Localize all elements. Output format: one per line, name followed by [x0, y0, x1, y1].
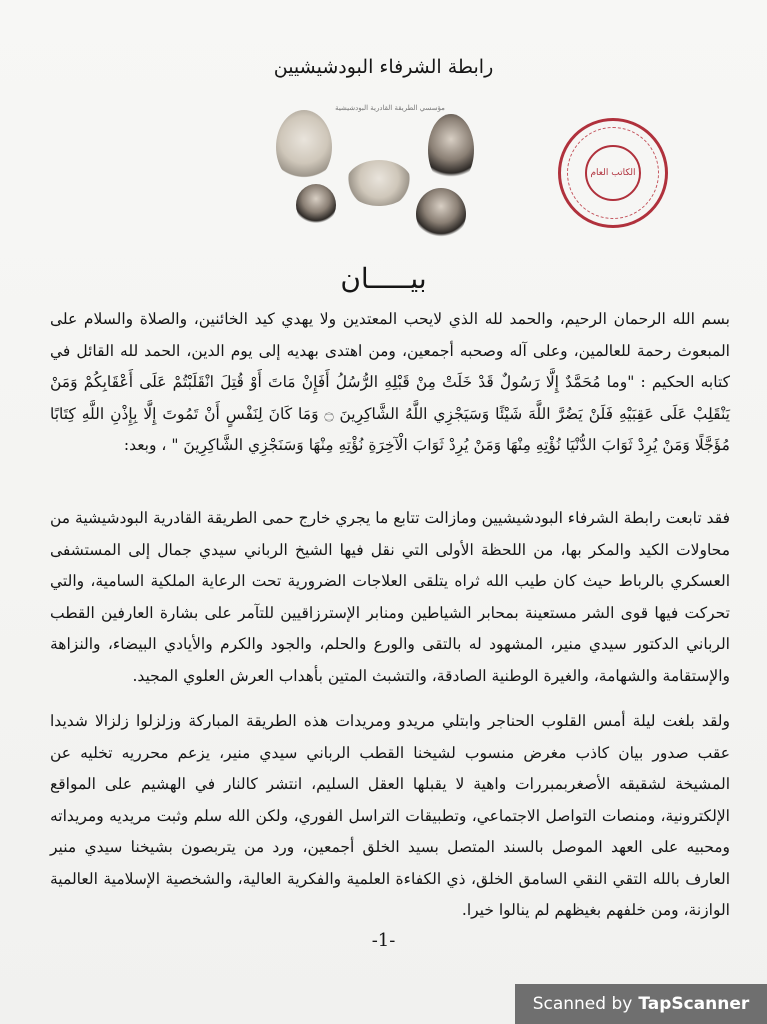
- portrait-photo-3: [428, 114, 474, 186]
- seal-center: [585, 145, 641, 201]
- official-seal-stamp: [558, 118, 668, 228]
- scanner-brand: TapScanner: [638, 994, 750, 1014]
- photo-caption: مؤسسي الطريقة القادرية البودشيشية: [335, 104, 445, 112]
- portrait-photo-2: [346, 160, 412, 206]
- league-title: رابطة الشرفاء البودشيشيين: [273, 56, 494, 78]
- portrait-photo-4: [296, 184, 336, 226]
- paragraph-2: فقد تابعت رابطة الشرفاء البودشيشيين ومازالت تتابع ما يجري خارج حمى الطريقة القادرية البودشيشية من محاولات الكيد والمكر بها، من اللحظة الأولى التي نقل فيها الشيخ الرباني سيدي جمال إلى المستشفى العسكري بالرباط حيث كان طيب الله ثراه يتلقى العلاجات الضرورية تحت الرعاية الملكية السامية، والتي تحركت فيها قوى الشر مستعينة بمحابر الشياطين ومنابر الإسترزاقيين للتآمر على بشارة العارفين القطب الرباني الدكتور سيدي منير، المشهود له بالتقى والورع والحلم، والجود والكرم والأيادي البيضاء، والنزاهة والإستقامة والشهامة، والغيرة الوطنية الصادقة، والتشبث المتين بأهداب العرش العلوي المجيد.: [49, 509, 730, 685]
- statement-heading: بيـــــان: [340, 262, 427, 295]
- seal-text: الكاتب العام: [590, 167, 636, 178]
- portrait-photo-5: [416, 188, 466, 240]
- portrait-photo-1: [276, 110, 332, 184]
- paragraph-1: بسم الله الرحمان الرحيم، والحمد لله الذي لايحب المعتدين ولا يهدي كيد الخائنين، والصلاة والسلام على المبعوث رحمة للعالمين، وعلى آله وصحبه أجمعين، ومن اهتدى بهديه إلى يوم الدين، الحمد لله القائل في كتابه الحكيم : "وما مُحَمَّدٌ إِلَّا رَسُولٌ قَدْ خَلَتْ مِنْ قَبْلِهِ الرُّسُلُ أَفَإِنْ مَاتَ أَوْ قُتِلَ انْقَلَبْتُمْ عَلَى أَعْقَابِكُمْ وَمَنْ يَنْقَلِبْ عَلَى عَقِبَيْهِ فَلَنْ يَضُرَّ اللَّهَ شَيْئًا وَسَيَجْزِي اللَّهُ الشَّاكِرِينَ ۝ وَمَا كَانَ لِنَفْسٍ أَنْ تَمُوتَ إِلَّا بِإِذْنِ اللَّهِ كِتَابًا مُؤَجَّلًا وَمَنْ يُرِدْ ثَوَابَ الدُّنْيَا نُؤْتِهِ مِنْهَا وَمَنْ يُرِدْ ثَوَابَ الْآخِرَةِ نُؤْتِهِ مِنْهَا وَسَنَجْزِي الشَّاكِرِينَ " ، وبعد:: [50, 310, 730, 454]
- scanner-prefix: Scanned by: [532, 994, 633, 1014]
- page-number: -1-: [371, 930, 396, 951]
- paragraph-3: ولقد بلغت ليلة أمس القلوب الحناجر وابتلي مريدو ومريدات هذه الطريقة المباركة وزلزلوا زلزالا شديدا عقب صدور بيان كاذب مغرض منسوب لشيخنا القطب الرباني سيدي منير، يزعم محرريه تخليه عن المشيخة لشقيقه الأصغربمبررات واهية لا يقبلها العقل السليم، انتشر كالنار في الهشيم على المواقع الإلكترونية، ومنصات التواصل الاجتماعي، وتطبيقات التراسل الفوري، ولكن الله سلم وثبت مريديه ومريداته ومحبيه على العهد الموصل بالسند المتصل بسيد الخلق أجمعين، ورد من يتربصون بشيخنا سيدي منير العارف بالله التقي النقي السامق الخلق، ذي الكفاءة العلمية والفكرية العالية، والشخصية الإسلامية العالمية الوازنة، ومن خلفهم بغيظهم لم ينالوا خيرا.: [50, 712, 730, 919]
- scanner-watermark-badge: [515, 984, 767, 1024]
